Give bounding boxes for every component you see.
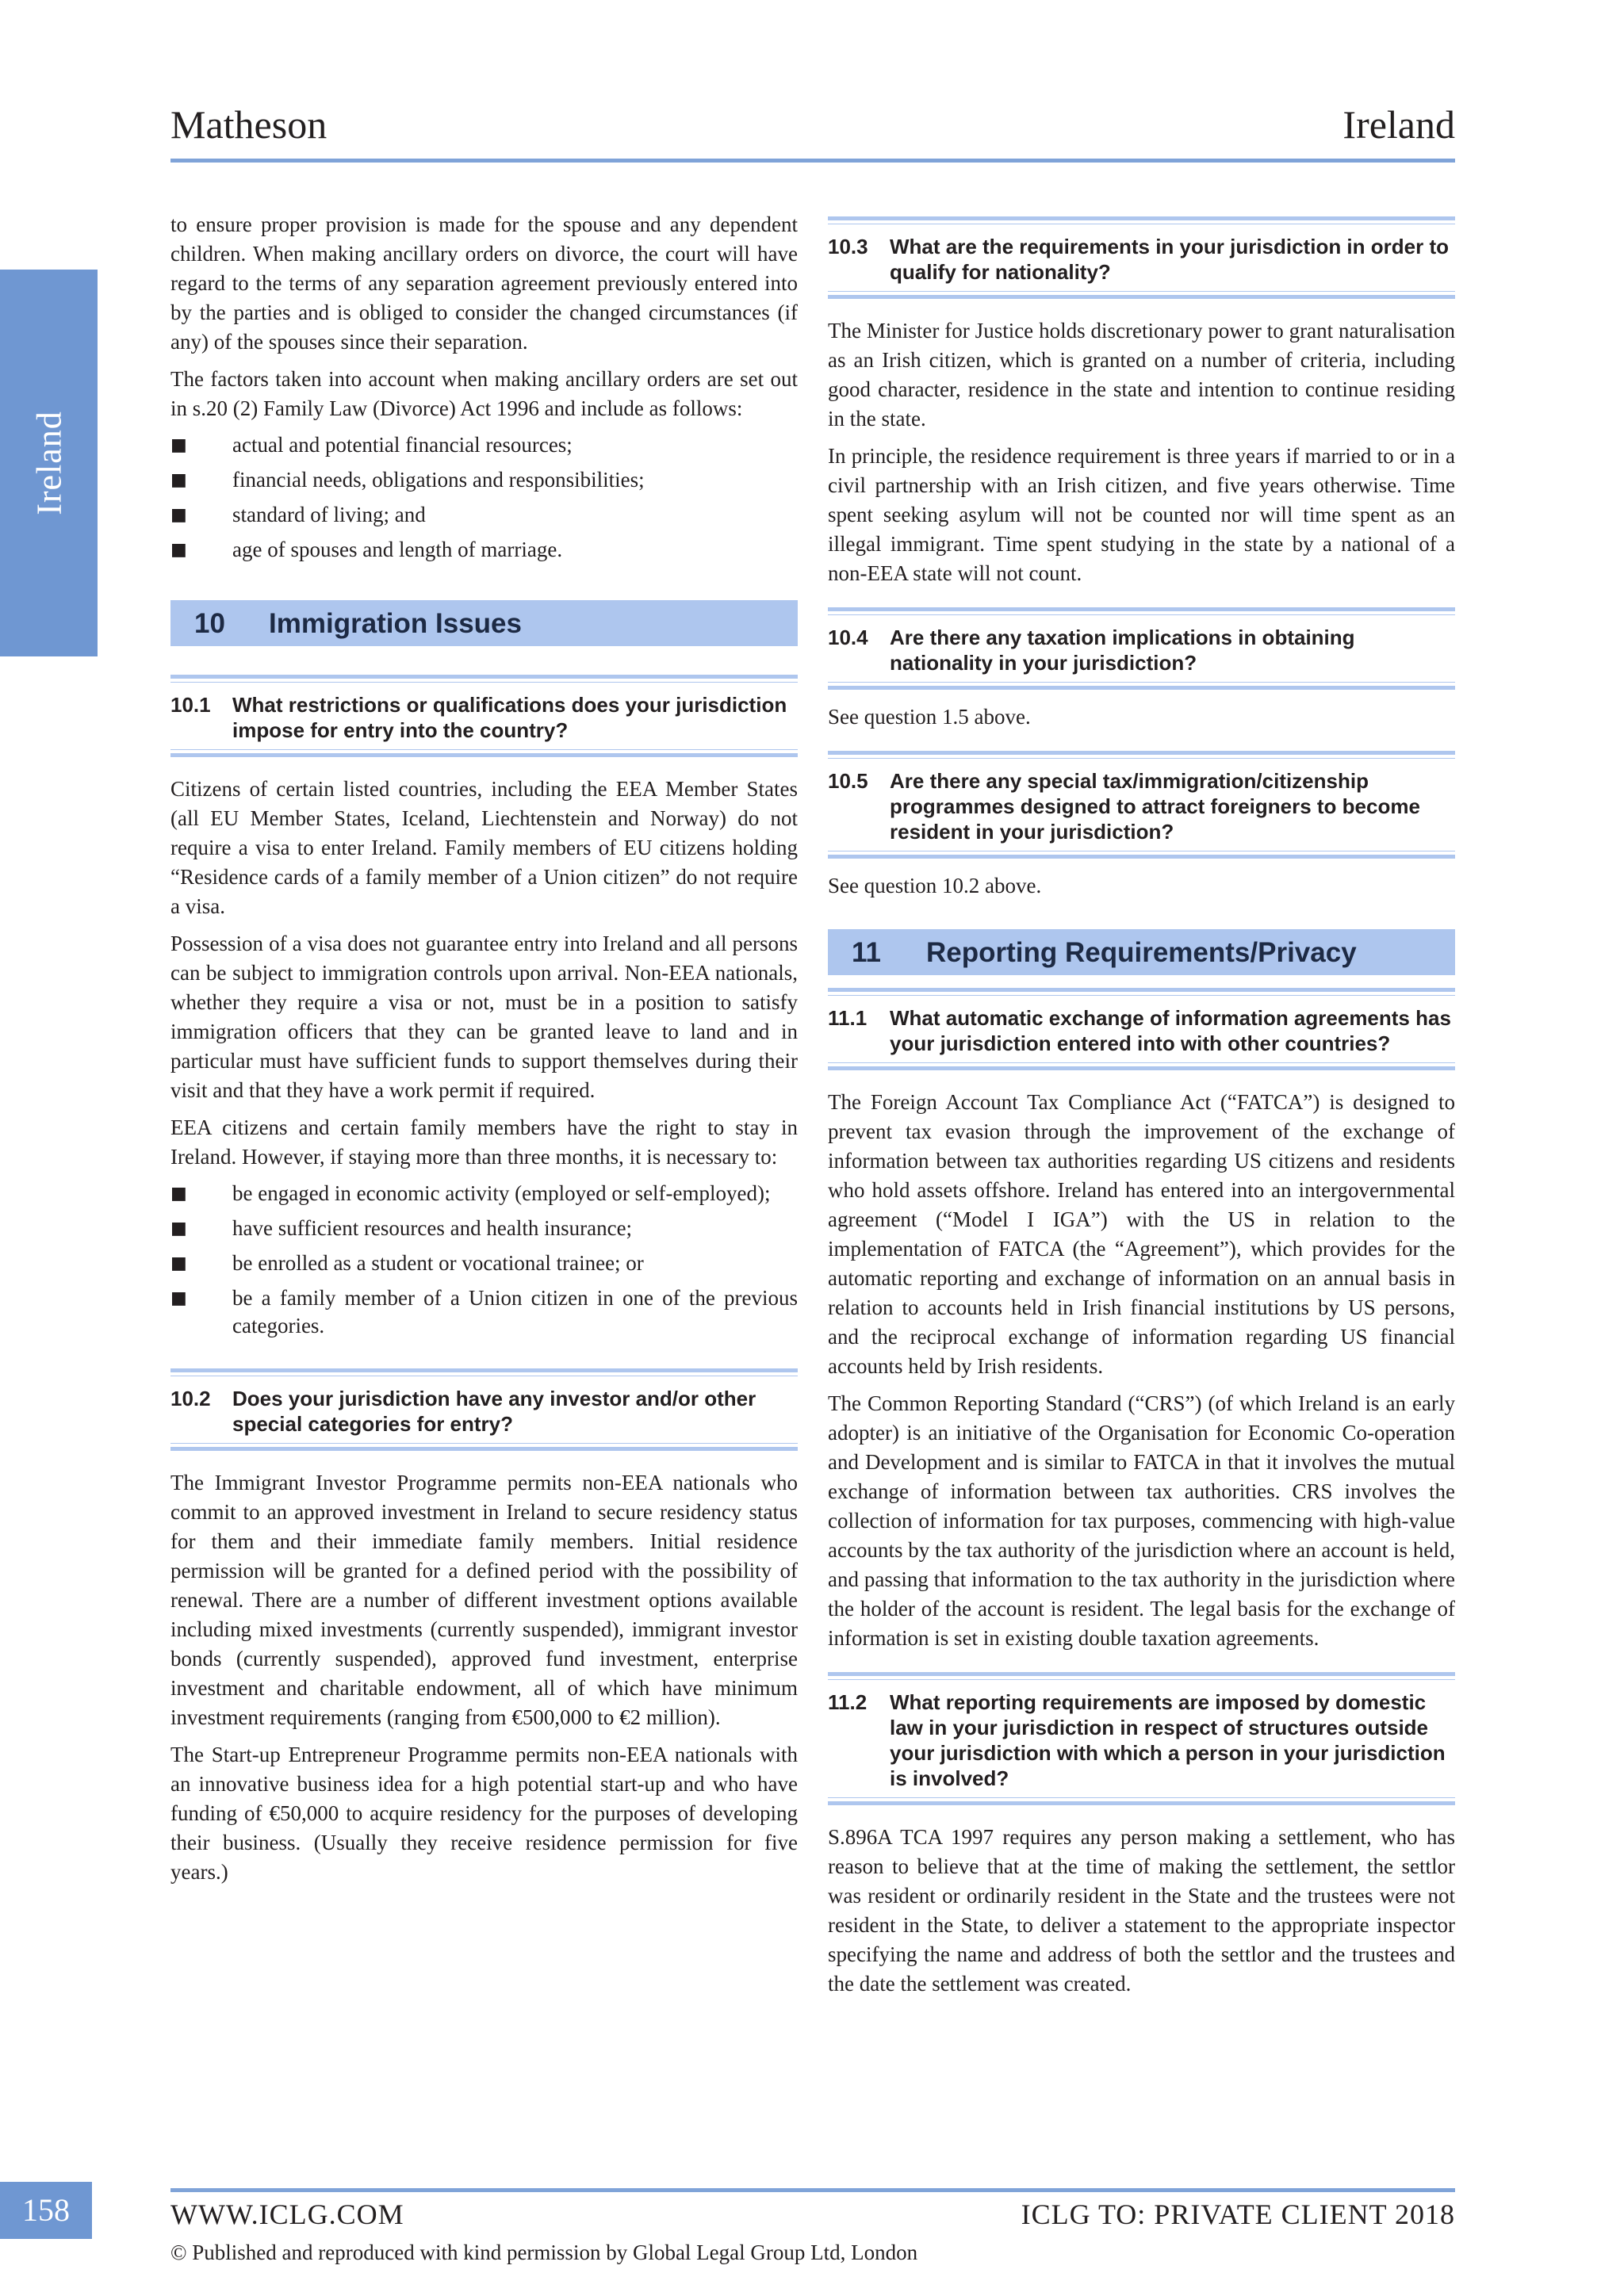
bullet-icon: ■ bbox=[170, 1219, 187, 1238]
question-number: 10.4 bbox=[828, 626, 868, 649]
question-11-1 bbox=[828, 988, 1455, 1070]
question-text: Does your jurisdiction have any investor and/or other special categories for entry? bbox=[232, 1387, 756, 1436]
question-text: What are the requirements in your jurisdiction in order to qualify for nationality? bbox=[890, 235, 1449, 284]
question-text: What automatic exchange of information agreements has your jurisdiction entered into with other countries? bbox=[890, 1006, 1451, 1055]
footer-divider bbox=[170, 2188, 1455, 2192]
bullet-icon: ■ bbox=[170, 1253, 187, 1273]
publication-title: ICLG TO: PRIVATE CLIENT 2018 bbox=[1021, 2198, 1455, 2230]
section-title: Immigration Issues bbox=[269, 608, 522, 639]
side-tab-label: Ireland bbox=[29, 411, 68, 515]
list-item: ■ age of spouses and length of marriage. bbox=[170, 536, 798, 564]
paragraph: In principle, the residence requirement is three years if married to or in a civil partnership with an Irish citizen, and five years otherwise. Time spent seeking asylum will not be counted nor will time spent as an illegal immigrant. Time spent studying in the state by a national of a non-EEA state will not count. bbox=[828, 444, 1455, 585]
section-title: Reporting Requirements/Privacy bbox=[926, 937, 1357, 968]
side-tab bbox=[0, 270, 98, 656]
question-text: What reporting requirements are imposed by domestic law in your jurisdiction in respect of structures outside your jurisdiction with which a person in your jurisdiction is involved? bbox=[890, 1690, 1446, 1790]
question-number: 11.2 bbox=[828, 1690, 868, 1714]
question-number: 10.2 bbox=[170, 1387, 211, 1410]
bullet-icon: ■ bbox=[170, 1184, 187, 1203]
right-column bbox=[828, 210, 1455, 2007]
question-10-4 bbox=[828, 607, 1455, 690]
section-number: 11 bbox=[852, 937, 881, 968]
website-link[interactable]: WWW.ICLG.COM bbox=[170, 2198, 404, 2230]
condition-list bbox=[170, 1180, 798, 1340]
question-text: Are there any taxation implications in obtaining nationality in your jurisdiction? bbox=[890, 626, 1355, 675]
paragraph: Possession of a visa does not guarantee entry into Ireland and all persons can be subject to immigration controls upon arrival. Non-EEA nationals, whether they require a visa or not, must be in a position to satisfy immigration officers that they can be granted leave to land and in particular must have sufficient funds to support themselves during their visit and that they have a work permit if required. bbox=[170, 932, 798, 1102]
paragraph: Citizens of certain listed countries, including the EEA Member States (all EU Member States, Iceland, Liechtenstein and Norway) do not require a visa to enter Ireland. Family members of EU citizens holding “Residence cards of a family member of a Union citizen” do not require a visa. bbox=[170, 777, 798, 918]
list-item: ■ financial needs, obligations and responsibilities; bbox=[170, 466, 798, 494]
factor-list bbox=[170, 431, 798, 564]
paragraph: EEA citizens and certain family members have the right to stay in Ireland. However, if staying more than three months, it is necessary to: bbox=[170, 1115, 798, 1169]
paragraph: The factors taken into account when making ancillary orders are set out in s.20 (2) Family Law (Divorce) Act 1996 and include as follows: bbox=[170, 367, 798, 420]
bullet-icon: ■ bbox=[170, 435, 187, 455]
section-number: 10 bbox=[194, 608, 225, 639]
question-10-2 bbox=[170, 1368, 798, 1451]
list-item: ■ be enrolled as a student or vocational trainee; or bbox=[170, 1249, 798, 1277]
question-number: 10.3 bbox=[828, 235, 868, 258]
page-header bbox=[170, 94, 1455, 163]
paragraph: See question 1.5 above. bbox=[828, 705, 1031, 729]
section-heading-11 bbox=[828, 929, 1455, 975]
bullet-icon: ■ bbox=[170, 505, 187, 525]
question-10-5 bbox=[828, 751, 1455, 859]
left-column bbox=[170, 210, 798, 1895]
list-item: ■ have sufficient resources and health insurance; bbox=[170, 1215, 798, 1242]
question-number: 10.5 bbox=[828, 769, 868, 793]
question-text: Are there any special tax/immigration/citizenship programmes designed to attract foreigners to become resident in your jurisdiction? bbox=[890, 769, 1420, 844]
list-item: ■ be a family member of a Union citizen in one of the previous categories. bbox=[170, 1286, 798, 1337]
question-number: 10.1 bbox=[170, 693, 211, 717]
firm-name: Matheson bbox=[170, 102, 327, 147]
paragraph: See question 10.2 above. bbox=[828, 874, 1042, 897]
paragraph: S.896A TCA 1997 requires any person making a settlement, who has reason to believe that at the time of making the settlement, the settlor was resident or ordinarily resident in the State and the trustees were not resident in the State, to deliver a statement to the appropriate inspector specifying the name and address of both the settlor and the trustees and the date the settlement was created. bbox=[828, 1825, 1455, 1996]
paragraph: to ensure proper provision is made for the spouse and any dependent children. When making ancillary orders on divorce, the court will have regard to the terms of any separation agreement previously entered into by the parties and is obliged to consider the changed circumstances (if any) of the spouses since their separation. bbox=[170, 212, 798, 354]
paragraph: The Minister for Justice holds discretionary power to grant naturalisation as an Irish citizen, which is granted on a number of criteria, including good character, residence in the state and intention to continue residing in the state. bbox=[828, 319, 1455, 430]
list-item: ■ actual and potential financial resources; bbox=[170, 431, 798, 459]
question-text: What restrictions or qualifications does your jurisdiction impose for entry into the country? bbox=[232, 693, 787, 742]
bullet-icon: ■ bbox=[170, 470, 187, 490]
paragraph: The Common Reporting Standard (“CRS”) (of which Ireland is an early adopter) is an initiative of the Organisation for Economic Co-operation and Development and is similar to FATCA in that it involves the mutual exchange of information between tax authorities. CRS involves the collection of information for tax purposes, commencing with high-value accounts by the tax authority of the jurisdiction where an account is held, and passing that information to the tax authority in the jurisdiction where the holder of the account is resident. The legal basis for the exchange of information is set in existing double taxation agreements. bbox=[828, 1391, 1456, 1650]
section-heading-10 bbox=[170, 600, 798, 646]
bullet-icon: ■ bbox=[170, 1288, 187, 1308]
copyright-notice: © Published and reproduced with kind permission by Global Legal Group Ltd, London bbox=[170, 2241, 918, 2264]
list-item: ■ be engaged in economic activity (employed or self-employed); bbox=[170, 1180, 798, 1207]
bullet-icon: ■ bbox=[170, 540, 187, 560]
question-10-1 bbox=[170, 675, 798, 757]
list-item: ■ standard of living; and bbox=[170, 501, 798, 529]
question-10-3 bbox=[828, 216, 1455, 299]
country-name: Ireland bbox=[1342, 102, 1455, 147]
question-number: 11.1 bbox=[828, 1006, 868, 1030]
paragraph: The Immigrant Investor Programme permits non-EEA nationals who commit to an approved investment in Ireland to secure residency status for them and their immediate family members. Initial residence permission will be granted for a defined period with the possibility of renewal. There are a number of different investment options available including mixed investments (currently suspended), immigrant investor bonds (currently suspended), approved fund investment, enterprise investment and charitable endowment, all of which have minimum investment requirements (ranging from €500,000 to €2 million). bbox=[170, 1471, 798, 1729]
paragraph: The Foreign Account Tax Compliance Act (“FATCA”) is designed to prevent tax evasion through the improvement of the exchange of information between tax authorities regarding US citizens and residents who hold assets offshore. Ireland has entered into an intergovernmental agreement (“Model I IGA”) with the US in relation to the implementation of FATCA (the “Agreement”), which provides for the automatic reporting and exchange of information on an annual basis in relation to accounts held in Irish financial institutions by US persons, and the reciprocal exchange of information regarding US financial accounts held by Irish residents. bbox=[828, 1090, 1455, 1378]
paragraph: The Start-up Entrepreneur Programme permits non-EEA nationals with an innovative business idea for a high potential start-up and who have funding of €50,000 to acquire residency for the purposes of developing their business. (Usually they receive residence permission for five years.) bbox=[170, 1743, 798, 1884]
page-number: 158 bbox=[0, 2182, 92, 2239]
question-11-2 bbox=[828, 1672, 1455, 1805]
